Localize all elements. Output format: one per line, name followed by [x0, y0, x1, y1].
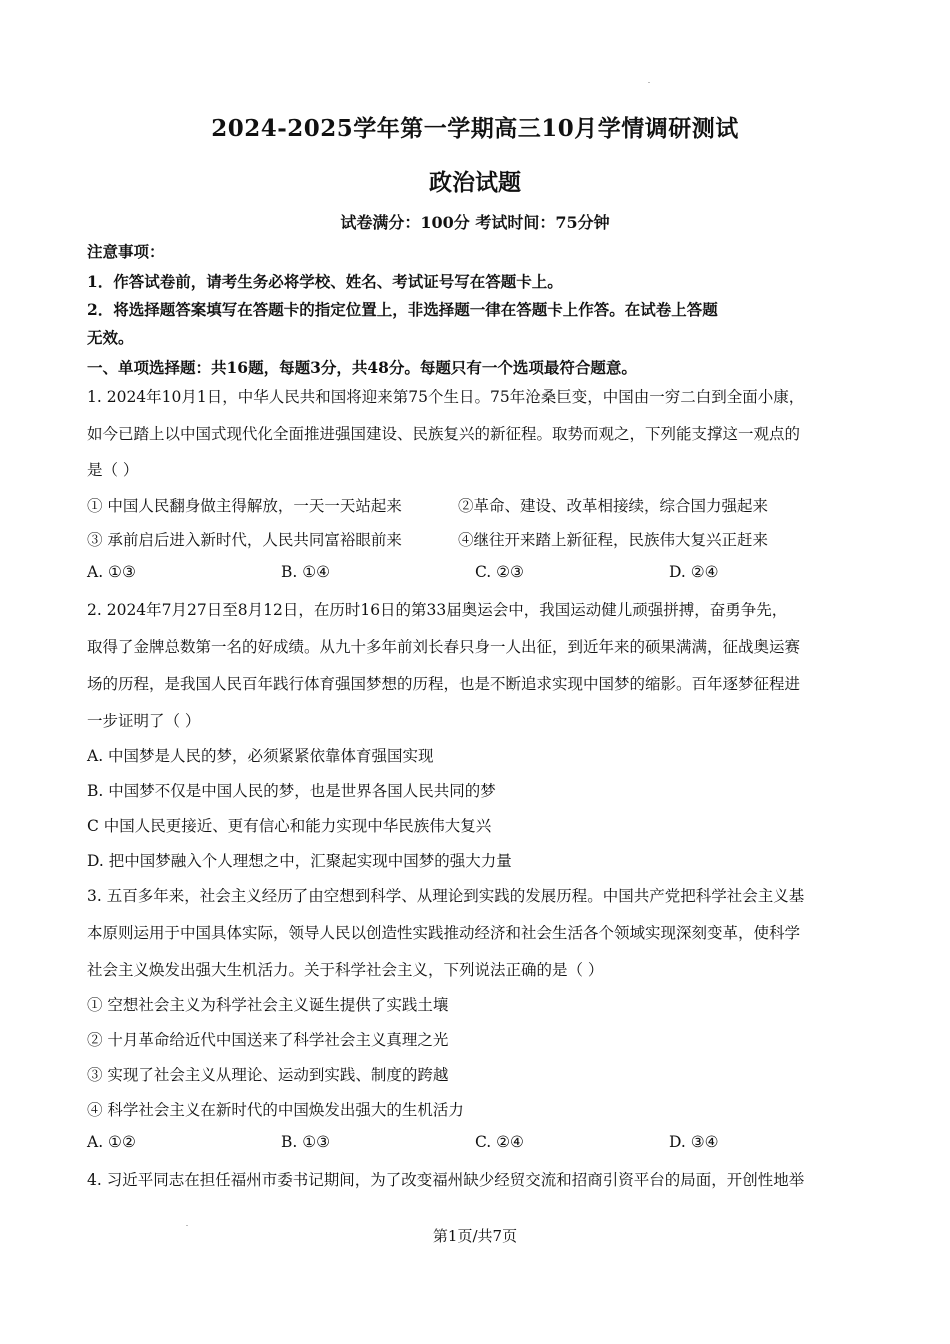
q1-stem-line: 是（ ）: [87, 461, 139, 479]
q1-option-a: A. ①③: [87, 563, 136, 581]
q3-stem-line: 社会主义焕发出强大生机活力。关于科学社会主义，下列说法正确的是（ ）: [87, 961, 604, 979]
exam-title: 2024-2025学年第一学期高三10月学情调研测试: [211, 115, 739, 142]
q2-option-d: D. 把中国梦融入个人理想之中，汇聚起实现中国梦的强大力量: [87, 852, 512, 870]
q1-statement-2: ②革命、建设、改革相接续，综合国力强起来: [458, 497, 769, 515]
q3-option-a: A. ①②: [87, 1133, 136, 1151]
q1-stem-line: 1. 2024年10月1日，中华人民共和国将迎来第75个生日。75年沧桑巨变，中国由一穷二白到全面小康，: [87, 388, 805, 406]
q3-statement-3: ③ 实现了社会主义从理论、运动到实践、制度的跨越: [87, 1066, 449, 1084]
exam-subject: 政治试题: [429, 169, 521, 196]
q1-statement-4: ④继往开来踏上新征程，民族伟大复兴正赶来: [458, 531, 769, 549]
q3-option-d: D. ③④: [669, 1133, 719, 1151]
scan-dot: [648, 82, 650, 83]
q2-stem-line: 一步证明了（ ）: [87, 712, 201, 730]
q2-stem-line: 2. 2024年7月27日至8月12日，在历时16日的第33届奥运会中，我国运动健儿顽强拼搏，奋勇争先，: [87, 601, 788, 619]
q1-statement-1: ① 中国人民翻身做主得解放，一天一天站起来: [87, 497, 402, 515]
q2-option-a: A. 中国梦是人民的梦，必须紧紧依靠体育强国实现: [87, 747, 434, 765]
q1-statement-3: ③ 承前启后进入新时代，人民共同富裕眼前来: [87, 531, 402, 549]
exam-info: 试卷满分：100分 考试时间：75分钟: [340, 213, 610, 232]
notice-item-1: 1．作答试卷前，请考生务必将学校、姓名、考试证号写在答题卡上。: [87, 272, 563, 291]
q1-option-d: D. ②④: [669, 563, 719, 581]
q2-option-c: C 中国人民更接近、更有信心和能力实现中华民族伟大复兴: [87, 817, 492, 835]
notice-item-2: 2．将选择题答案填写在答题卡的指定位置上，非选择题一律在答题卡上作答。在试卷上答题: [87, 300, 718, 319]
q1-option-c: C. ②③: [475, 563, 524, 581]
notice-item-2-cont: 无效。: [87, 328, 134, 347]
q3-stem-line: 3. 五百多年来，社会主义经历了由空想到科学、从理论到实践的发展历程。中国共产党把科学社会主义基: [87, 887, 805, 905]
q2-option-b: B. 中国梦不仅是中国人民的梦，也是世界各国人民共同的梦: [87, 782, 496, 800]
q4-stem-line: 4. 习近平同志在担任福州市委书记期间，为了改变福州缺少经贸交流和招商引资平台的局面，开创性地举: [87, 1171, 805, 1189]
q2-stem-line: 场的历程，是我国人民百年践行体育强国梦想的历程，也是不断追求实现中国梦的缩影。百年逐梦征程进: [87, 675, 801, 693]
section-heading: 一、单项选择题：共16题，每题3分，共48分。每题只有一个选项最符合题意。: [87, 358, 637, 377]
q1-option-b: B. ①④: [281, 563, 331, 581]
q3-option-c: C. ②④: [475, 1133, 524, 1151]
q3-statement-2: ② 十月革命给近代中国送来了科学社会主义真理之光: [87, 1031, 449, 1049]
q1-stem-line: 如今已踏上以中国式现代化全面推进强国建设、民族复兴的新征程。取势而观之，下列能支撑这一观点的: [87, 425, 801, 443]
q3-statement-1: ① 空想社会主义为科学社会主义诞生提供了实践土壤: [87, 996, 449, 1014]
q2-stem-line: 取得了金牌总数第一名的好成绩。从九十多年前刘长春只身一人出征，到近年来的硕果满满，征战奥运赛: [87, 638, 801, 656]
q3-stem-line: 本原则运用于中国具体实际，领导人民以创造性实践推动经济和社会生活各个领域实现深刻变革，使科学: [87, 924, 801, 942]
page-number: 第1页/共7页: [432, 1227, 518, 1245]
q3-statement-4: ④ 科学社会主义在新时代的中国焕发出强大的生机活力: [87, 1101, 464, 1119]
q3-option-b: B. ①③: [281, 1133, 331, 1151]
notice-heading: 注意事项：: [87, 242, 165, 261]
